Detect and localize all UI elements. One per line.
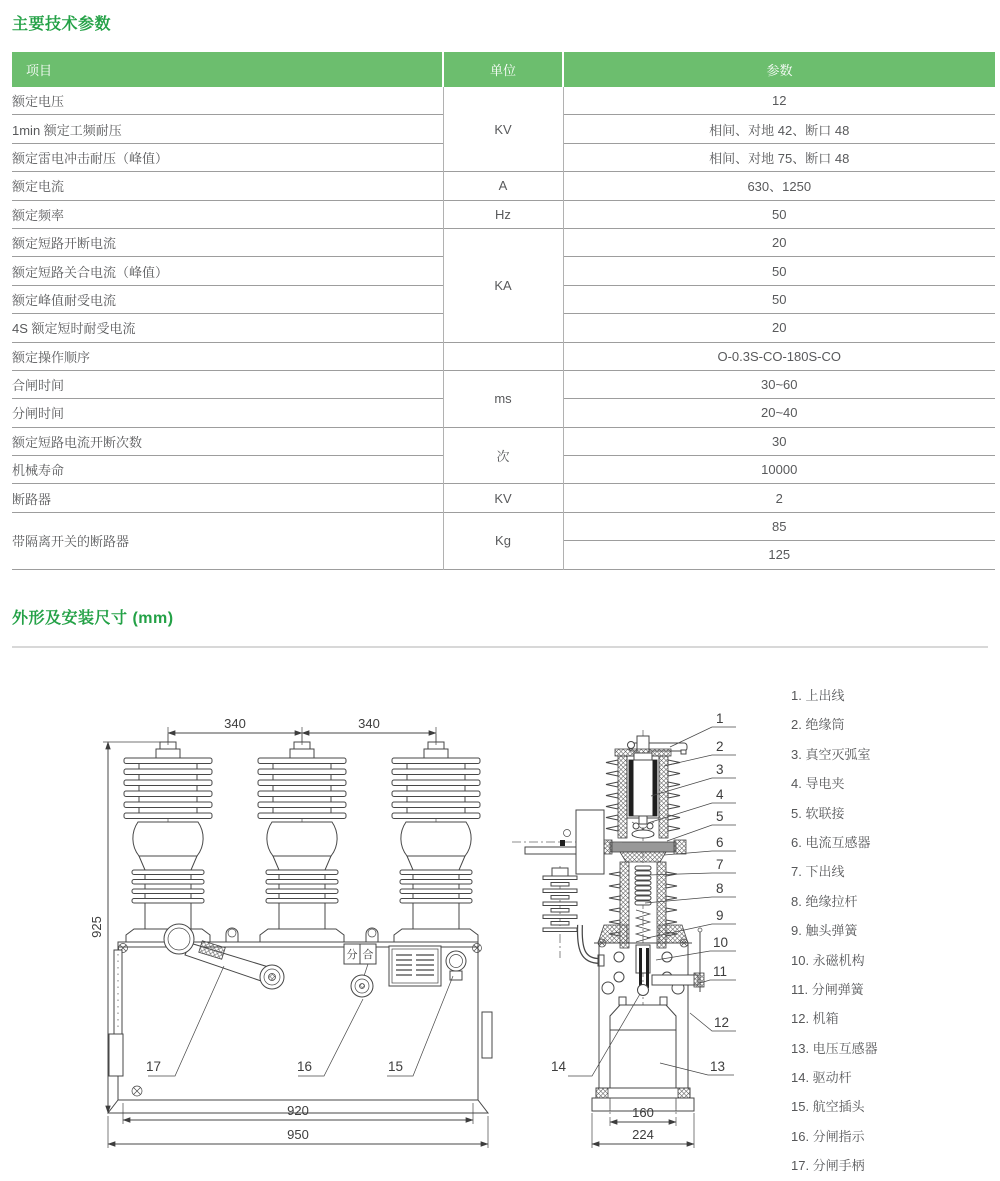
spec-item-cell: 额定电压 xyxy=(12,94,65,110)
callout-number: 4 xyxy=(716,787,724,802)
legend-item: 6. 电流互感器 xyxy=(791,834,871,850)
legend-list xyxy=(791,681,878,1181)
spec-unit-cell: Hz xyxy=(443,200,563,228)
spec-item-cell: 额定峰值耐受电流 xyxy=(12,285,443,313)
callout-number: 13 xyxy=(710,1059,726,1074)
legend-item: 8. 绝缘拉杆 xyxy=(791,893,858,909)
legend-item: 17. 分闸手柄 xyxy=(791,1158,865,1174)
dim-label-160: 160 xyxy=(632,1105,654,1120)
spec-value-cell: 20 xyxy=(563,314,995,342)
spec-value-cell: 20~40 xyxy=(563,399,995,427)
callout-number: 16 xyxy=(297,1059,313,1074)
spec-value-cell: 相间、对地 75、断口 48 xyxy=(563,143,995,171)
legend-item: 4. 导电夹 xyxy=(791,776,845,792)
column-header-unit: 单位 xyxy=(443,52,563,87)
legend-item: 10. 永磁机构 xyxy=(791,952,865,968)
legend-item: 5. 软联接 xyxy=(791,805,845,821)
legend-item: 12. 机箱 xyxy=(791,1011,839,1027)
table-row xyxy=(12,484,995,512)
spec-value-cell: 630、1250 xyxy=(563,172,995,200)
dim-label-224: 224 xyxy=(632,1127,654,1142)
indicator-open-label: 分 xyxy=(346,949,358,961)
table-header-row xyxy=(12,52,995,87)
legend-item: 9. 触头弹簧 xyxy=(791,923,858,939)
table-row xyxy=(12,172,995,200)
spec-item-cell: 额定电流 xyxy=(12,172,443,200)
section-title-dimensions: 外形及安装尺寸 (mm) xyxy=(12,610,174,627)
legend-item: 7. 下出线 xyxy=(791,864,845,880)
table-row xyxy=(12,512,995,540)
spec-value-cell: 125 xyxy=(563,541,995,569)
legend-item: 2. 绝缘筒 xyxy=(791,717,845,733)
legend-item: 1. 上出线 xyxy=(791,688,845,703)
table-row xyxy=(12,200,995,228)
dim-label-950: 950 xyxy=(287,1127,309,1142)
side-view xyxy=(512,711,736,1148)
spec-table xyxy=(12,52,995,570)
spec-item-cell: 1min 额定工频耐压 xyxy=(12,115,443,143)
spec-item-cell: 额定雷电冲击耐压（峰值） xyxy=(12,143,443,171)
spec-unit-cell: ms xyxy=(443,370,563,427)
spec-item-cell: 额定短路电流开断次数 xyxy=(12,427,443,455)
spec-item-cell: 额定短路开断电流 xyxy=(12,228,443,256)
callout-number: 8 xyxy=(716,881,724,896)
spec-item-cell: 4S 额定短时耐受电流 xyxy=(12,314,443,342)
spec-value-cell: O-0.3S-CO-180S-CO xyxy=(563,342,995,370)
dim-label-340-left: 340 xyxy=(224,716,246,731)
callout-number: 10 xyxy=(713,935,729,950)
spec-item-cell: 断路器 xyxy=(12,484,443,512)
spec-value-cell: 50 xyxy=(563,200,995,228)
spec-value-cell: 20 xyxy=(563,228,995,256)
callout-number: 6 xyxy=(716,835,724,850)
spec-value-cell: 50 xyxy=(563,285,995,313)
spec-item-cell: 带隔离开关的断路器 xyxy=(12,512,443,569)
table-row xyxy=(12,228,995,256)
support-fins xyxy=(543,876,577,932)
spec-unit-cell: Kg xyxy=(443,512,563,569)
spec-value-cell: 12 xyxy=(563,87,995,115)
callout-number: 9 xyxy=(716,908,724,923)
table-row xyxy=(12,87,995,115)
callout-number: 11 xyxy=(713,964,728,979)
callout-number: 12 xyxy=(714,1015,730,1030)
spec-item-cell: 额定操作顺序 xyxy=(12,342,443,370)
table-row xyxy=(12,427,995,455)
column-header-value: 参数 xyxy=(563,52,995,87)
indicator-close-label: 合 xyxy=(362,949,374,961)
spec-value-cell: 10000 xyxy=(563,456,995,484)
spec-table-body xyxy=(12,87,995,569)
callout-number: 1 xyxy=(716,711,724,726)
spec-unit-cell: KA xyxy=(443,228,563,342)
legend-item: 13. 电压互感器 xyxy=(791,1040,878,1056)
spec-item-cell: 分闸时间 xyxy=(12,399,443,427)
dim-label-920: 920 xyxy=(287,1103,309,1118)
spec-value-cell: 2 xyxy=(563,484,995,512)
section-divider xyxy=(12,646,988,648)
spec-value-cell: 相间、对地 42、断口 48 xyxy=(563,115,995,143)
spec-unit-cell: 次 xyxy=(443,427,563,484)
spec-unit-cell: KV xyxy=(443,484,563,512)
legend-item: 11. 分闸弹簧 xyxy=(791,981,864,997)
front-view xyxy=(89,716,492,1148)
spec-value-cell: 50 xyxy=(563,257,995,285)
table-row xyxy=(12,342,995,370)
spec-unit-cell xyxy=(443,342,563,370)
legend-item: 15. 航空插头 xyxy=(791,1099,865,1115)
spec-value-cell: 30 xyxy=(563,427,995,455)
spec-value-cell: 85 xyxy=(563,512,995,540)
spec-item-cell: 机械寿命 xyxy=(12,456,443,484)
callout-number: 14 xyxy=(550,1059,566,1074)
dim-label-925: 925 xyxy=(89,916,104,938)
spec-item-cell: 额定短路关合电流（峰值） xyxy=(12,257,443,285)
spec-item-cell: 合闸时间 xyxy=(12,370,443,398)
spec-item-cell: 额定频率 xyxy=(12,200,443,228)
callout-number: 2 xyxy=(716,739,724,754)
callout-number: 3 xyxy=(716,762,724,777)
spec-value-cell: 30~60 xyxy=(563,370,995,398)
callout-number: 7 xyxy=(716,857,724,872)
pull-rod xyxy=(635,866,651,905)
section-title-parameters: 主要技术参数 xyxy=(12,16,112,33)
legend-item: 3. 真空灭弧室 xyxy=(791,746,871,762)
table-row xyxy=(12,370,995,398)
spec-unit-cell: A xyxy=(443,172,563,200)
column-header-item: 项目 xyxy=(12,52,443,87)
legend-item: 14. 驱动杆 xyxy=(791,1070,852,1086)
callout-number: 5 xyxy=(716,809,724,824)
callout-number: 17 xyxy=(146,1059,162,1074)
dim-label-340-right: 340 xyxy=(358,716,380,731)
legend-item: 16. 分闸指示 xyxy=(791,1128,865,1144)
callout-number: 15 xyxy=(388,1059,404,1074)
spec-unit-cell: KV xyxy=(443,87,563,172)
